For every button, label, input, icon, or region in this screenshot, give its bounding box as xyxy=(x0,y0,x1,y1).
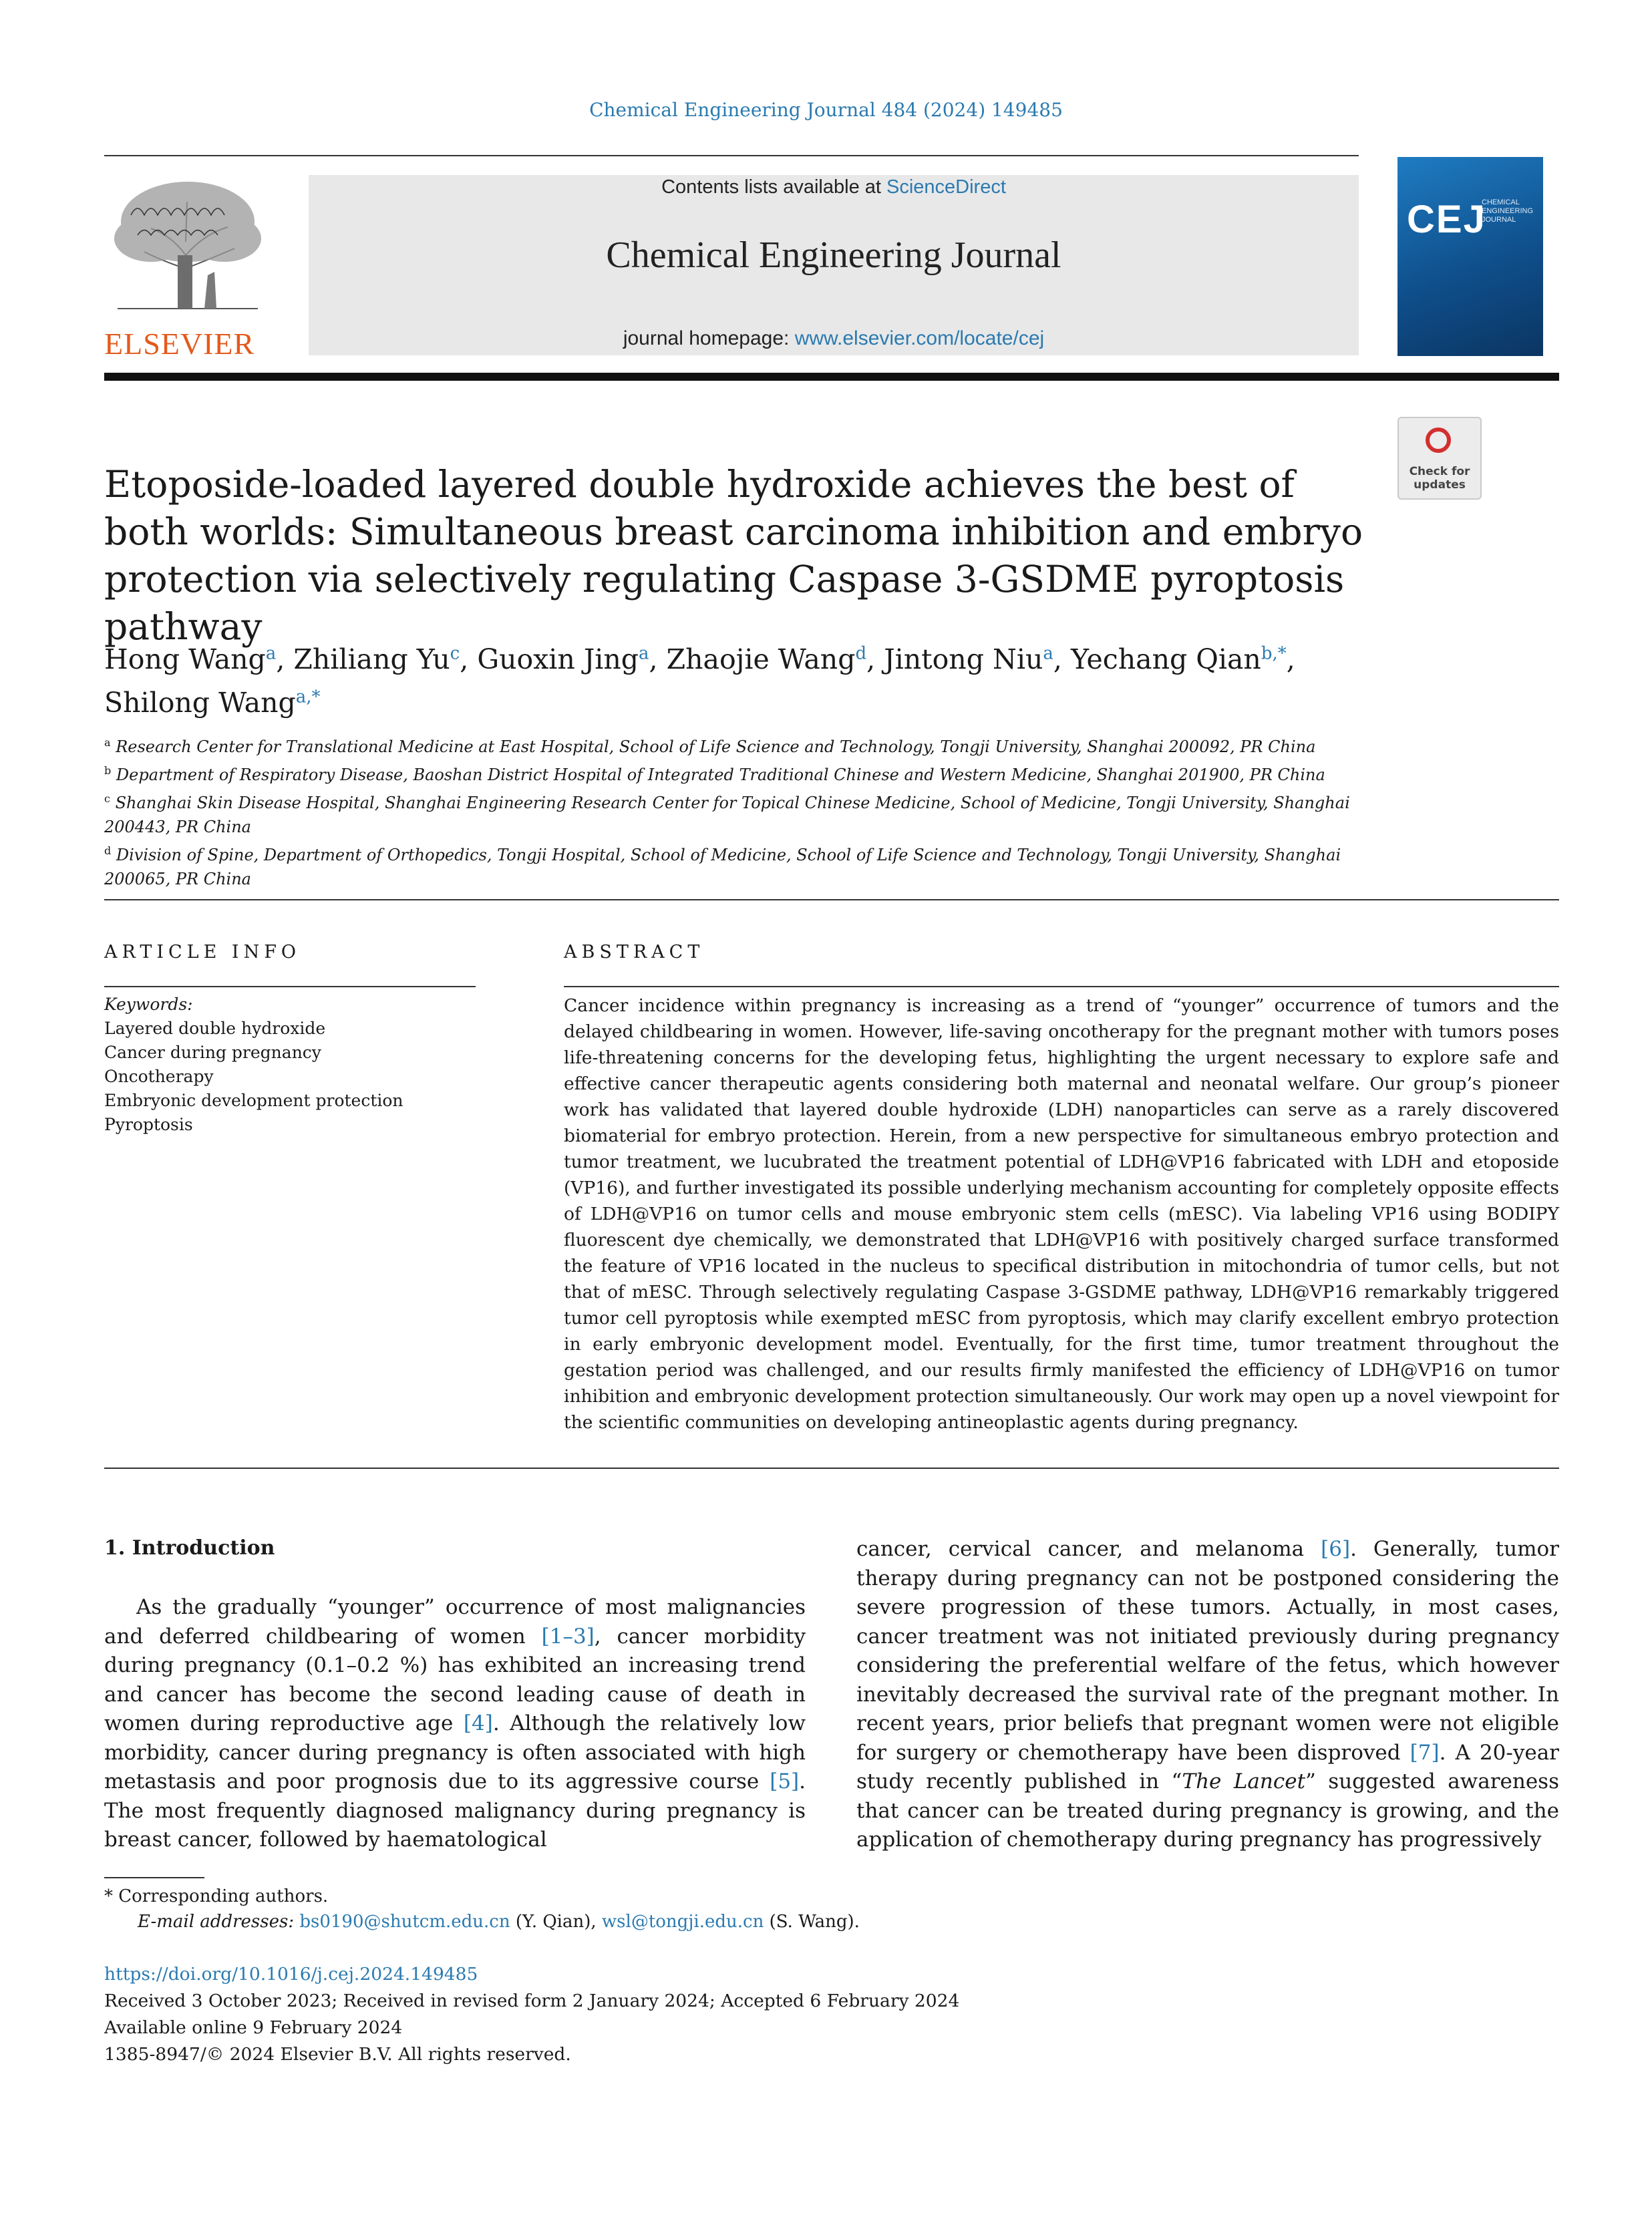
copyright: 1385-8947/© 2024 Elsevier B.V. All rights reserved. xyxy=(104,2044,571,2065)
online-date: Available online 9 February 2024 xyxy=(104,2017,403,2038)
author: Jintong Niu$^a$, xyxy=(884,643,1071,675)
author-affiliation-ref[interactable]: a xyxy=(639,643,649,663)
doi-link[interactable]: https://doi.org/10.1016/j.cej.2024.149485 xyxy=(104,1964,478,1985)
elsevier-tree-logo xyxy=(104,175,271,315)
check-for-updates-button[interactable] xyxy=(1397,417,1482,500)
journal-cover-thumbnail[interactable] xyxy=(1397,157,1543,356)
affiliation: $^b$ Department of Respiratory Disease, Baoshan District Hospital of Integrated Traditional Chinese and Western Medicine, Shanghai 201900, PR China xyxy=(104,764,1325,784)
author: Hong Wang$^a$, xyxy=(104,643,294,675)
header-thick-rule xyxy=(104,373,1559,381)
homepage-prefix: journal homepage: xyxy=(623,327,795,349)
check-for-updates-label: Check for updates xyxy=(1409,465,1470,492)
keyword[interactable]: Layered double hydroxide xyxy=(104,1019,326,1038)
author-affiliation-ref[interactable]: c xyxy=(450,643,460,663)
author-list xyxy=(104,635,1373,722)
affiliation: $^d$ Division of Spine, Department of Orthopedics, Tongji Hospital, School of Medicine, School of Life Science and Technology, Tongji University, Shanghai 200065, PR China xyxy=(104,844,1341,888)
contents-prefix: Contents lists available at xyxy=(661,176,886,198)
author: Zhaojie Wang$^d$, xyxy=(666,643,884,675)
affiliation: $^a$ Research Center for Translational Medicine at East Hospital, School of Life Science and Technology, Tongji University, Shanghai 200092, PR China xyxy=(104,736,1316,756)
author: Shilong Wang$^{a,*}$ xyxy=(104,687,321,719)
keywords-block xyxy=(104,993,478,1137)
section-rule xyxy=(104,1468,1559,1469)
author: Guoxin Jing$^a$, xyxy=(477,643,667,675)
homepage-link[interactable]: www.elsevier.com/locate/cej xyxy=(794,327,1045,349)
email-line: E-mail addresses: bs0190@shutcm.edu.cn (Y. Qian), wsl@tongji.edu.cn (S. Wang). xyxy=(138,1912,860,1932)
cover-abbrev: CEJ xyxy=(1407,198,1486,241)
citation-link[interactable]: [1–3] xyxy=(541,1624,595,1649)
keyword[interactable]: Pyroptosis xyxy=(104,1115,193,1134)
affiliation: $^c$ Shanghai Skin Disease Hospital, Shanghai Engineering Research Center for Topical Chinese Medicine, School of Medicine, Tongji University, Shanghai 200443, PR China xyxy=(104,792,1350,836)
footnote-rule xyxy=(104,1877,204,1878)
abstract-text: Cancer incidence within pregnancy is increasing as a trend of “younger” occurrence of tumors and the delayed childbearing in women. However, life-saving oncotherapy for the pregnant mother with tumors poses life-threatening concerns for the developing fetus, highlighting the urgent necessary to explore safe and effective cancer therapeutic agents considering both maternal and neonatal welfare. Our group’s pioneer work has validated that layered double hydroxide (LDH) nanoparticles can serve as a rarely discovered biomaterial for embryo protection. Herein, from a new perspective for simultaneous embryo protection and tumor treatment, we lucubrated the treatment potential of LDH@VP16 fabricated with LDH and etoposide (VP16), and further investigated its possible underlying mechanism accounting for completely opposite effects of LDH@VP16 on tumor cells and mouse embryonic stem cells (mESC). Via labeling VP16 using BODIPY fluorescent dye chemically, we demonstrated that LDH@VP16 with positively charged surface transformed the feature of VP16 located in the nucleus to specifical distribution in mitochondria of tumor cells, but not that of mESC. Through selectively regulating Caspase 3-GSDME pathway, LDH@VP16 remarkably triggered tumor cell pyroptosis while exempted mESC from pyroptosis, which may clarify excellent embryo protection in early embryonic development model. Eventually, for the first time, tumor treatment throughout the gestation period was challenged, and our results firmly manifested the efficiency of LDH@VP16 on tumor inhibition and embryonic development protection simultaneously. Our work may open up a novel viewpoint for the scientific communities on developing antineoplastic agents during pregnancy. xyxy=(564,995,1559,1433)
affiliation-list xyxy=(104,731,1373,891)
author-affiliation-ref[interactable]: a xyxy=(265,643,277,663)
article-info-heading: ARTICLE INFO xyxy=(104,942,301,963)
author-affiliation-ref[interactable]: a,* xyxy=(295,687,321,707)
contents-availability xyxy=(309,175,1359,199)
author-affiliation-ref[interactable]: a xyxy=(1043,643,1053,663)
journal-homepage xyxy=(309,327,1359,350)
keyword[interactable]: Oncotherapy xyxy=(104,1067,214,1086)
corresponding-footnote xyxy=(104,1884,1039,1934)
introduction-heading: 1. Introduction xyxy=(104,1536,275,1560)
publisher-name: ELSEVIER xyxy=(104,327,255,361)
publication-info xyxy=(104,1961,1173,2068)
keywords-label: Keywords: xyxy=(104,995,193,1014)
cover-subtitle: CHEMICAL ENGINEERING JOURNAL xyxy=(1482,198,1534,224)
author: Zhiliang Yu$^c$, xyxy=(293,643,478,675)
email-link[interactable]: wsl@tongji.edu.cn xyxy=(601,1912,764,1932)
citation-link[interactable]: [4] xyxy=(463,1711,493,1735)
author-affiliation-ref[interactable]: d xyxy=(855,643,867,663)
journal-title: Chemical Engineering Journal xyxy=(606,234,1061,276)
section-rule xyxy=(104,899,1559,900)
introduction-right-column: cancer, cervical cancer, and melanoma [6]. Generally, tumor therapy during pregnancy can not be postponed considering the severe progression of these tumors. Actually, in most cases, cancer treatment was not initiated previously during pregnancy considering the preferential welfare of the fetus, which however inevitably decreased the survival rate of the pregnant mother. In recent years, prior beliefs that pregnant women were not eligible for surgery or chemotherapy have been disproved [7]. A 20-year study recently published in “The Lancet” suggested awareness that cancer can be treated during pregnancy is growing, and the application of chemotherapy during pregnancy has progressively xyxy=(856,1537,1559,1852)
corresponding-label: * Corresponding authors. xyxy=(104,1886,329,1906)
journal-reference[interactable]: Chemical Engineering Journal 484 (2024) 149485 xyxy=(589,99,1063,121)
citation-link[interactable]: [6] xyxy=(1321,1537,1351,1561)
article-info-rule xyxy=(104,986,476,987)
header-rule xyxy=(104,155,1359,156)
article-title: Etoposide-loaded layered double hydroxide achieves the best of both worlds: Simultaneous breast carcinoma inhibition and embryo protection via selectively regulating Caspase 3-GSDME pyroptosis pathway xyxy=(104,463,1363,648)
received-dates: Received 3 October 2023; Received in revised form 2 January 2024; Accepted 6 February 2024 xyxy=(104,1991,960,2011)
author-affiliation-ref[interactable]: b,* xyxy=(1261,643,1287,663)
citation-link[interactable]: [7] xyxy=(1410,1740,1440,1765)
keyword[interactable]: Embryonic development protection xyxy=(104,1091,403,1110)
abstract-rule xyxy=(564,986,1559,987)
sciencedirect-link[interactable]: ScienceDirect xyxy=(886,176,1006,198)
citation-link[interactable]: [5] xyxy=(770,1769,800,1794)
introduction-left-column: As the gradually “younger” occurrence of most malignancies and deferred childbearing of women [1–3], cancer morbidity during pregnancy (0.1–0.2 %) has exhibited an increasing trend and cancer has become the second leading cause of death in women during reproductive age [4]. Although the relatively low morbidity, cancer during pregnancy is often associated with high metastasis and poor prognosis due to its aggressive course [5]. The most frequently diagnosed malignancy during pregnancy is breast cancer, followed by haematological xyxy=(104,1595,806,1852)
abstract-heading: ABSTRACT xyxy=(564,942,705,963)
author: Yechang Qian$^{b,*}$, xyxy=(1070,643,1295,675)
bookmark-icon xyxy=(1426,428,1451,453)
email-link[interactable]: bs0190@shutcm.edu.cn xyxy=(299,1912,510,1932)
keyword[interactable]: Cancer during pregnancy xyxy=(104,1043,321,1062)
journal-name: The Lancet xyxy=(1182,1769,1306,1794)
